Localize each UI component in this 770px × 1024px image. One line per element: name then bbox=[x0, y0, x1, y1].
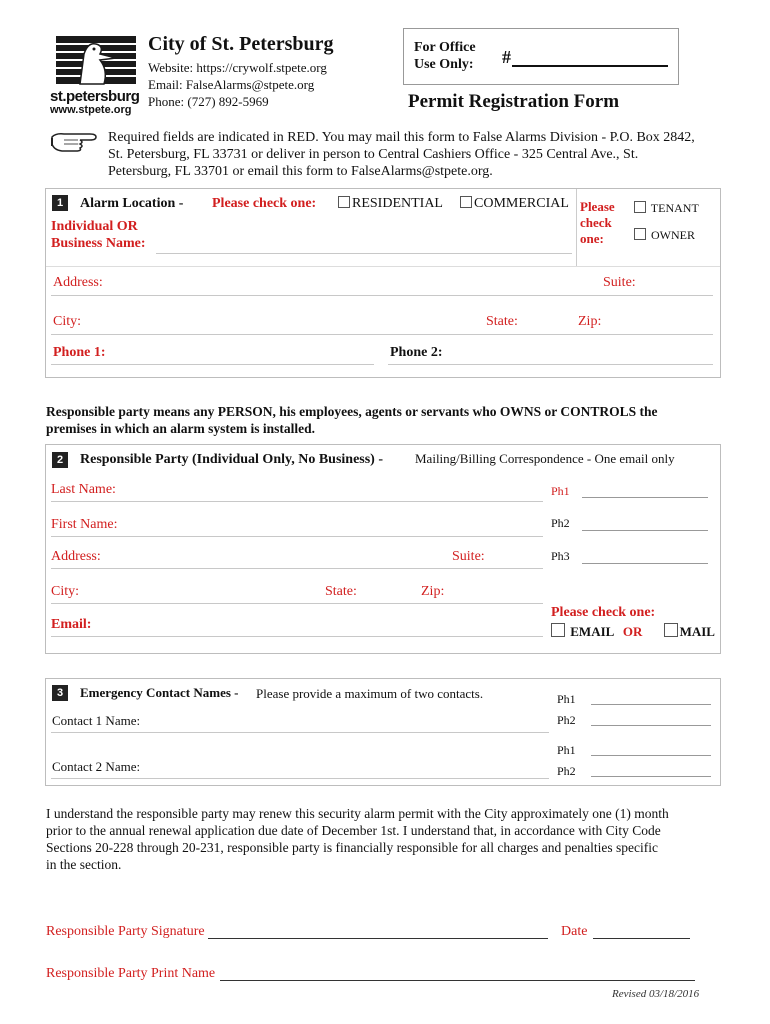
intro-line-1: Required fields are indicated in RED. You may mail this form to False Alarms Division - P.O. Box 2842, bbox=[108, 130, 695, 145]
city-logo bbox=[50, 34, 142, 116]
agreement-line-4: in the section. bbox=[46, 857, 122, 872]
signature-field[interactable] bbox=[208, 938, 548, 939]
emergency-1-ph2-field[interactable] bbox=[591, 725, 711, 726]
mail-checkbox[interactable] bbox=[664, 623, 678, 637]
office-use-label-1: For Office bbox=[414, 40, 476, 55]
party-email-field[interactable] bbox=[51, 636, 543, 637]
logo-wordmark: st.petersburg bbox=[50, 88, 140, 105]
print-name-field[interactable] bbox=[220, 980, 695, 981]
location-type-prompt: Please check one: bbox=[212, 196, 317, 211]
section-3-subtitle: Please provide a maximum of two contacts. bbox=[256, 686, 484, 701]
office-use-label-2: Use Only: bbox=[414, 57, 474, 72]
mail-option-label: MAIL bbox=[679, 624, 715, 639]
agreement-line-3: Sections 20-228 through 20-231, responsible party is financially responsible for all charges and penalties specific bbox=[46, 840, 658, 855]
tenant-checkbox[interactable] bbox=[634, 201, 646, 213]
phone-1-field[interactable] bbox=[51, 364, 374, 365]
commercial-label: COMMERCIAL bbox=[474, 196, 569, 211]
section-3-number: 3 bbox=[52, 685, 68, 701]
location-address-field[interactable] bbox=[51, 295, 713, 296]
section-1-alarm-location bbox=[45, 188, 721, 378]
section-2-subtitle: Mailing/Billing Correspondence - One email only bbox=[415, 451, 675, 466]
office-use-box bbox=[403, 28, 679, 85]
responsible-note-line-2: premises in which an alarm system is installed. bbox=[46, 421, 316, 436]
party-zip-label: Zip: bbox=[421, 584, 445, 599]
last-name-field[interactable] bbox=[51, 501, 543, 502]
website-link[interactable]: Website: https://crywolf.stpete.org bbox=[148, 60, 327, 75]
contact-1-label: Contact 1 Name: bbox=[52, 713, 141, 728]
business-name-label-1: Individual OR bbox=[51, 219, 138, 234]
city-title: City of St. Petersburg bbox=[148, 33, 334, 55]
or-label: OR bbox=[622, 624, 643, 639]
phone-2-label: Phone 2: bbox=[390, 345, 443, 360]
residential-label: RESIDENTIAL bbox=[352, 196, 443, 211]
office-hash: # bbox=[502, 47, 511, 67]
location-zip-label: Zip: bbox=[578, 314, 602, 329]
section-1-title: Alarm Location - bbox=[80, 196, 184, 211]
emergency-1-ph1-label: Ph1 bbox=[557, 692, 576, 706]
signature-label: Responsible Party Signature bbox=[46, 924, 205, 939]
first-name-label: First Name: bbox=[51, 517, 118, 532]
party-ph1-field[interactable] bbox=[582, 497, 708, 498]
date-label: Date bbox=[561, 924, 588, 939]
party-address-label: Address: bbox=[51, 549, 101, 564]
contact-2-label: Contact 2 Name: bbox=[52, 759, 141, 774]
section-1-number: 1 bbox=[52, 195, 68, 211]
first-name-field[interactable] bbox=[51, 536, 543, 537]
party-ph2-label: Ph2 bbox=[551, 516, 570, 530]
contact-phone: Phone: (727) 892-5969 bbox=[148, 94, 269, 109]
party-ph1-label: Ph1 bbox=[551, 484, 570, 498]
commercial-option[interactable] bbox=[460, 196, 569, 212]
section-2-number: 2 bbox=[52, 452, 68, 468]
tenant-owner-divider bbox=[576, 189, 577, 267]
emergency-2-ph2-label: Ph2 bbox=[557, 764, 576, 778]
emergency-2-ph2-field[interactable] bbox=[591, 776, 711, 777]
party-city-field[interactable] bbox=[51, 603, 543, 604]
intro-line-3: Petersburg, FL 33701 or email this form to FalseAlarms@stpete.org. bbox=[108, 164, 493, 179]
pelican-logo-icon bbox=[50, 34, 142, 86]
contact-1-field[interactable] bbox=[51, 732, 549, 733]
contact-2-field[interactable] bbox=[51, 778, 549, 779]
location-state-label: State: bbox=[486, 314, 518, 329]
revision-date: Revised 03/18/2016 bbox=[612, 988, 700, 1000]
party-email-label: Email: bbox=[51, 617, 92, 632]
location-city-field[interactable] bbox=[51, 334, 713, 335]
party-city-label: City: bbox=[51, 584, 80, 599]
business-name-label-2: Business Name: bbox=[51, 236, 146, 251]
email-option-label: EMAIL bbox=[570, 624, 614, 639]
section-3-title: Emergency Contact Names - bbox=[80, 685, 239, 700]
agreement-line-1: I understand the responsible party may renew this security alarm permit with the City approximately one (1) month bbox=[46, 806, 669, 821]
last-name-label: Last Name: bbox=[51, 482, 116, 497]
party-suite-label: Suite: bbox=[452, 549, 485, 564]
party-ph3-label: Ph3 bbox=[551, 549, 570, 563]
emergency-1-ph2-label: Ph2 bbox=[557, 713, 576, 727]
emergency-2-ph1-field[interactable] bbox=[591, 755, 711, 756]
residential-option[interactable] bbox=[338, 196, 443, 212]
responsible-note-line-1: Responsible party means any PERSON, his employees, agents or servants who OWNS or CONTROLS the bbox=[46, 404, 658, 419]
party-ph3-field[interactable] bbox=[582, 563, 708, 564]
email-checkbox[interactable] bbox=[551, 623, 565, 637]
location-address-label: Address: bbox=[53, 275, 103, 290]
party-ph2-field[interactable] bbox=[582, 530, 708, 531]
contact-preference-options bbox=[551, 623, 715, 640]
residential-checkbox[interactable] bbox=[338, 196, 350, 208]
party-address-field[interactable] bbox=[51, 568, 543, 569]
section-3-emergency-contacts bbox=[45, 678, 721, 786]
intro-line-2: St. Petersburg, FL 33731 or deliver in person to Central Cashiers Office - 325 Central Ave., St. bbox=[108, 147, 639, 162]
pointing-hand-icon bbox=[50, 128, 104, 159]
business-name-field[interactable] bbox=[156, 253, 572, 254]
date-field[interactable] bbox=[593, 938, 690, 939]
print-name-label: Responsible Party Print Name bbox=[46, 966, 216, 981]
emergency-1-ph1-field[interactable] bbox=[591, 704, 711, 705]
phone-2-field[interactable] bbox=[388, 364, 713, 365]
occupancy-prompt-2: check bbox=[580, 215, 612, 230]
occupancy-prompt-1: Please bbox=[580, 199, 615, 214]
contact-email[interactable]: Email: FalseAlarms@stpete.org bbox=[148, 77, 315, 92]
owner-checkbox[interactable] bbox=[634, 228, 646, 240]
commercial-checkbox[interactable] bbox=[460, 196, 472, 208]
emergency-2-ph1-label: Ph1 bbox=[557, 743, 576, 757]
location-city-label: City: bbox=[53, 314, 82, 329]
agreement-line-2: prior to the annual renewal application due date of December 1st. I understand that, in accordance with City Code bbox=[46, 823, 661, 838]
location-row-divider bbox=[46, 266, 720, 267]
contact-preference-prompt: Please check one: bbox=[551, 605, 656, 620]
occupancy-prompt-3: one: bbox=[580, 231, 604, 246]
section-2-title: Responsible Party (Individual Only, No Business) - bbox=[80, 452, 384, 467]
logo-url: www.stpete.org bbox=[50, 104, 132, 116]
office-number-field[interactable] bbox=[512, 65, 668, 67]
tenant-label: TENANT bbox=[650, 201, 699, 215]
tenant-option[interactable] bbox=[634, 201, 699, 216]
location-suite-label: Suite: bbox=[603, 275, 636, 290]
section-2-responsible-party bbox=[45, 444, 721, 654]
form-title: Permit Registration Form bbox=[408, 91, 620, 112]
owner-label: OWNER bbox=[651, 228, 695, 242]
party-state-label: State: bbox=[325, 584, 357, 599]
owner-option[interactable] bbox=[634, 228, 695, 243]
phone-1-label: Phone 1: bbox=[53, 345, 106, 360]
